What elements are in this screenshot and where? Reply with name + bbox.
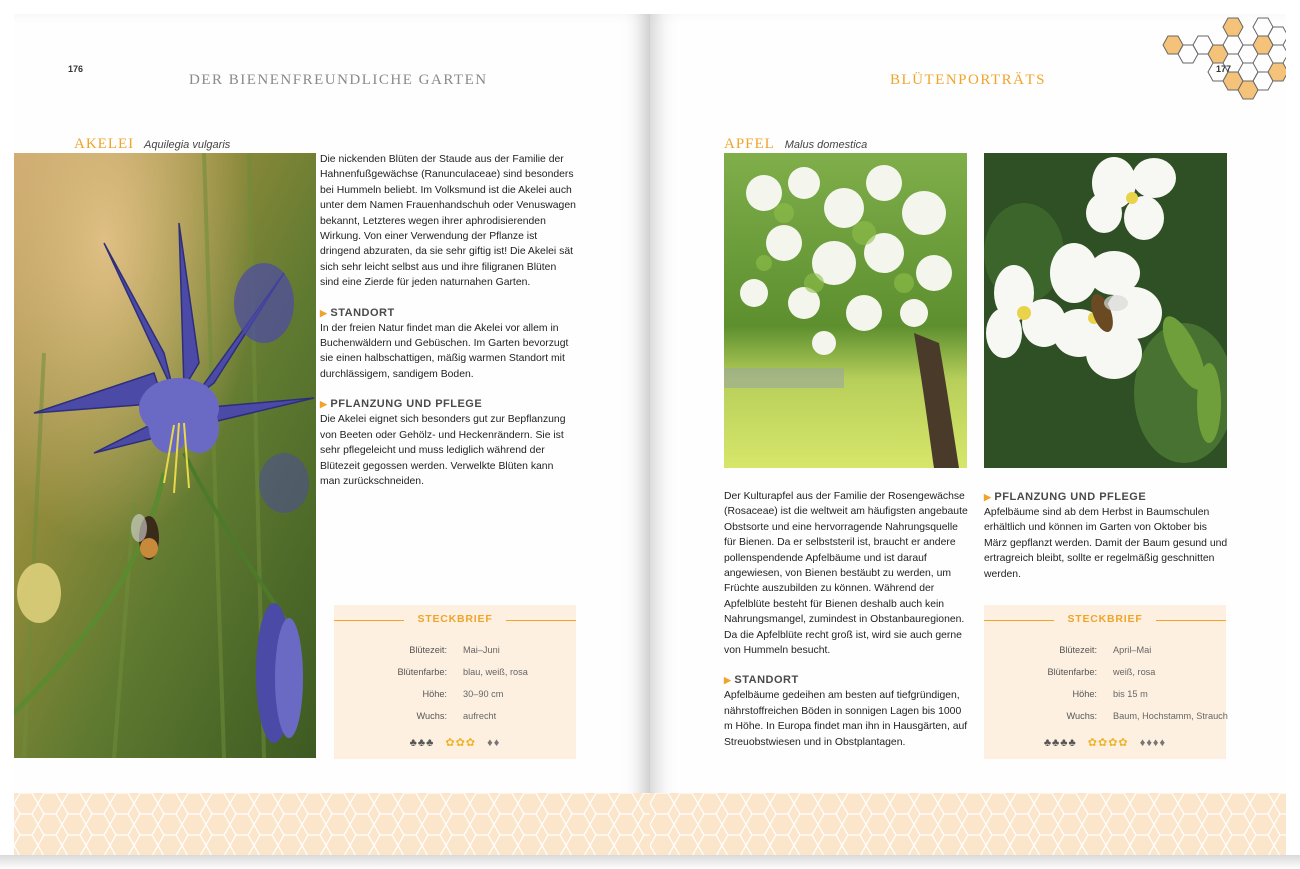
arrow-icon: ▶ bbox=[320, 307, 328, 318]
steckbrief-row: Blütezeit: April–Mai bbox=[1059, 645, 1152, 655]
apfel-pflanzung-column bbox=[984, 489, 1230, 596]
running-head-left: DER BIENENFREUNDLICHE GARTEN bbox=[189, 72, 488, 88]
apple-tree-photo bbox=[724, 153, 967, 468]
plant-name: APFEL bbox=[724, 136, 775, 152]
section-text-standort: In der freien Natur findet man die Akelei vor allem in Buchenwäldern und Gebüschen. Im Garten bevorzugt sie einen halbschattigen, mäßig warmen Standort mit durchlässigem, sandigem Boden. bbox=[320, 322, 569, 380]
right-page bbox=[650, 14, 1286, 855]
page-number-left: 176 bbox=[68, 64, 84, 74]
section-heading-pflanzung: ▶ PFLANZUNG UND PFLEGE bbox=[984, 491, 1147, 503]
section-text-standort: Apfelbäume gedeihen am besten auf tiefgründigen, nährstoffreichen Böden in sonnigen Lagen bis 1000 m Höhe. In Europa findet man ihn in Hausgärten, auf Streuobstwiesen und in Obstplantagen. bbox=[724, 690, 968, 748]
steckbrief-title: STECKBRIEF bbox=[1067, 613, 1143, 625]
steckbrief-row: Blütezeit: Mai–Juni bbox=[409, 645, 500, 655]
steckbrief-row: Blütenfarbe: blau, weiß, rosa bbox=[397, 667, 528, 677]
bee-rating-icon: ♣♣♣ bbox=[409, 737, 435, 749]
steckbrief-rating-icons bbox=[984, 736, 1226, 749]
akelei-intro: Die nickenden Blüten der Staude aus der Familie der Hahnenfußgewächse (Ranunculaceae) sind besonders bei Hummeln beliebt. Im Volksmund ist die Akelei auch unter dem Namen Frauenhandschuh oder Venuswagen bekannt, Letzteres wegen ihrer aphrodisierenden Wirkung. Von einer Verwendung der Pflanze ist dringend abzuraten, da sie sehr giftig ist! Die Akelei sät sich sehr leicht selbst aus und ihre filigranen Blüten sind eine Zierde für jeden naturnahen Garten. bbox=[320, 154, 576, 289]
plant-title-apfel bbox=[724, 135, 867, 153]
plant-title-akelei bbox=[74, 135, 230, 153]
water-drop-rating-icon: ♦♦♦♦ bbox=[1139, 737, 1167, 749]
section-heading-pflanzung: ▶ PFLANZUNG UND PFLEGE bbox=[320, 398, 483, 411]
steckbrief-rating-icons bbox=[334, 736, 576, 749]
plant-latin-name: Aquilegia vulgaris bbox=[144, 139, 231, 151]
apfel-intro: Der Kulturapfel aus der Familie der Rosengewächse (Rosaceae) ist die weltweit am häufigsten angebaute Obstsorte und eine hervorragende Nahrungsquelle für Bienen. Da er selbststeril ist, braucht er andere pollenspendende Apfelbäume und ist darauf angewiesen, von Bienen bestäubt zu werden, um Früchte auszubilden zu können. Während der Apfelblüte besteht für Bienen deshalb auch kein Nahrungsmangel, zumindest in Obstanbauregionen. Da die Apfelblüte recht groß ist, wird sie auch gerne von Hummeln besucht. bbox=[724, 491, 968, 657]
section-heading-standort: ▶ STANDORT bbox=[320, 306, 395, 319]
honeycomb-band bbox=[14, 793, 650, 855]
section-heading-standort: ▶ STANDORT bbox=[724, 674, 799, 687]
arrow-icon: ▶ bbox=[984, 492, 992, 502]
arrow-icon: ▶ bbox=[724, 675, 732, 686]
apfel-text-column bbox=[724, 489, 969, 764]
arrow-icon: ▶ bbox=[320, 399, 328, 410]
section-text-pflanzung: Die Akelei eignet sich besonders gut zur Bepflanzung von Beeten oder Gehölz- und Heckenrändern. Sie ist sehr pflegeleicht und muss lediglich während der Blütezeit gegossen werden. Verwelkte Blüten kann man zurückschneiden. bbox=[320, 414, 566, 487]
plant-name: AKELEI bbox=[74, 136, 135, 152]
steckbrief-row: Höhe: bis 15 m bbox=[1072, 689, 1148, 699]
page-shadow bbox=[0, 855, 1300, 869]
steckbrief-title: STECKBRIEF bbox=[417, 613, 493, 625]
sun-rating-icon: ✿✿✿ bbox=[445, 737, 477, 749]
bee-rating-icon: ♣♣♣♣ bbox=[1043, 737, 1077, 749]
steckbrief-row: Wuchs: aufrecht bbox=[416, 711, 497, 721]
section-text-pflanzung: Apfelbäume sind ab dem Herbst in Baumschulen erhältlich und können im Garten von Oktober bis März gepflanzt werden. Damit der Baum gesund und ertragreich bleibt, sollte er regelmäßig geschnitten werden. bbox=[984, 507, 1228, 580]
apple-blossom-photo bbox=[984, 153, 1227, 468]
sun-rating-icon: ✿✿✿✿ bbox=[1087, 737, 1129, 749]
steckbrief-row: Wuchs: Baum, Hochstamm, Strauch bbox=[1066, 711, 1228, 721]
left-page bbox=[14, 14, 650, 855]
akelei-text-column bbox=[320, 152, 576, 503]
akelei-photo bbox=[14, 153, 316, 758]
plant-latin-name: Malus domestica bbox=[784, 139, 868, 151]
honeycomb-corner-icon bbox=[1156, 14, 1286, 104]
steckbrief-box-apfel bbox=[984, 605, 1226, 759]
page-number-right: 177 bbox=[1216, 64, 1232, 74]
running-head-right: BLÜTENPORTRÄTS bbox=[890, 72, 1046, 88]
honeycomb-band bbox=[650, 793, 1286, 855]
steckbrief-box-akelei bbox=[334, 605, 576, 759]
water-drop-rating-icon: ♦♦ bbox=[487, 737, 501, 749]
steckbrief-row: Blütenfarbe: weiß, rosa bbox=[1047, 667, 1156, 677]
steckbrief-row: Höhe: 30–90 cm bbox=[422, 689, 504, 699]
